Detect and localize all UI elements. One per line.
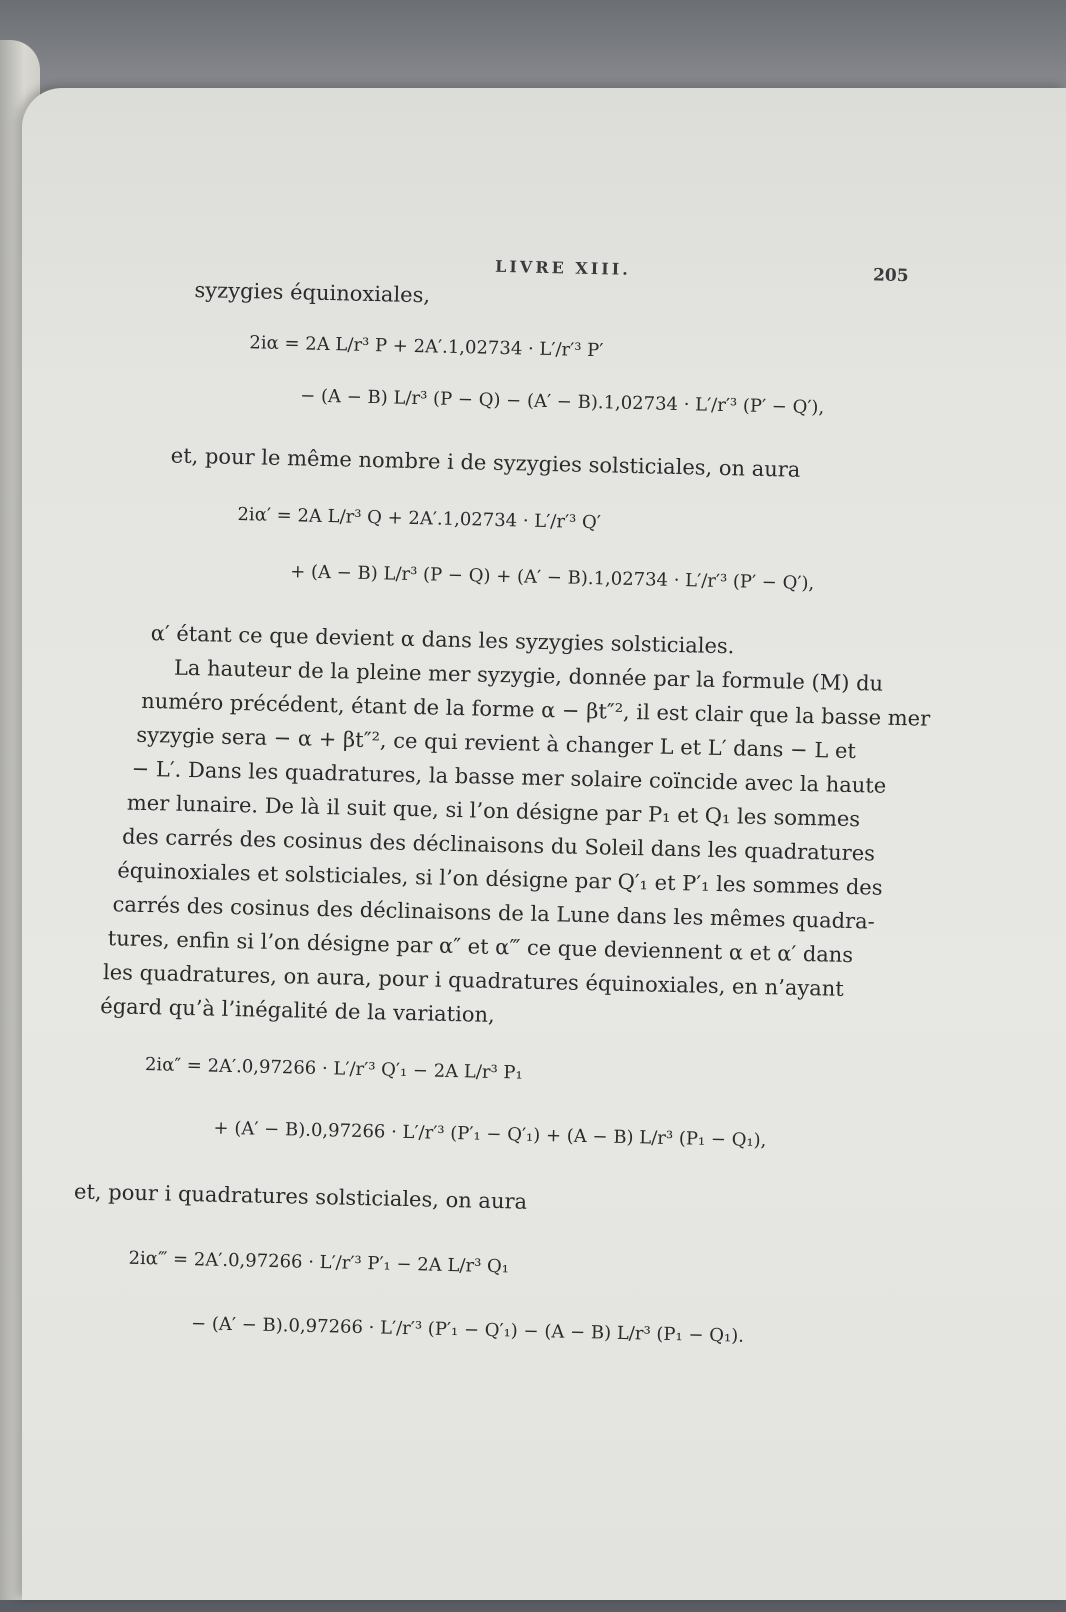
text-line: syzygies équinoxiales, xyxy=(194,277,431,308)
paragraph-line: égard qu’à l’inégalité de la variation, xyxy=(100,994,495,1027)
paragraph-line: numéro précédent, étant de la forme α − βt″², il est clair que la basse mer xyxy=(140,688,931,731)
equation-line: 2iα‴ = 2A′.0,97266 · L′/r′³ P′₁ − 2A L/r³ Q₁ xyxy=(128,1247,510,1278)
page-content xyxy=(5,76,1066,1611)
equation-line: 2iα = 2A L/r³ P + 2A′.1,02734 · L′/r′³ P′ xyxy=(249,332,604,362)
text-line: et, pour i quadratures solsticiales, on aura xyxy=(73,1179,528,1214)
paragraph-line: La hauteur de la pleine mer syzygie, donnée par la formule (M) du xyxy=(173,655,884,696)
page-number: 205 xyxy=(872,265,909,287)
running-head: LIVRE XIII. xyxy=(494,256,632,279)
paragraph-line: les quadratures, on aura, pour i quadratures équinoxiales, en n’ayant xyxy=(102,960,845,1001)
paragraph-line: des carrés des cosinus des déclinaisons du Soleil dans les quadratures xyxy=(121,824,876,866)
book-page xyxy=(22,88,1066,1600)
paragraph-line: syzygie sera − α + βt″², ce qui revient à changer L et L′ dans − L et xyxy=(136,722,857,764)
text-line: et, pour le même nombre i de syzygies solsticiales, on aura xyxy=(170,443,801,482)
paragraph-line: tures, enfin si l’on désigne par α″ et α‴ ce que deviennent α et α′ dans xyxy=(107,926,854,968)
text-line: α′ étant ce que devient α dans les syzygies solsticiales. xyxy=(150,621,735,659)
paragraph-line: − L′. Dans les quadratures, la basse mer solaire coïncide avec la haute xyxy=(131,756,887,798)
equation-line: 2iα′ = 2A L/r³ Q + 2A′.1,02734 · L′/r′³ Q′ xyxy=(237,504,602,534)
equation-line: − (A − B) L/r³ (P − Q) − (A′ − B).1,02734 · L′/r′³ (P′ − Q′), xyxy=(299,385,825,419)
paragraph-line: mer lunaire. De là il suit que, si l’on désigne par P₁ et Q₁ les sommes xyxy=(126,790,861,832)
paragraph-line: carrés des cosinus des déclinaisons de la Lune dans les mêmes quadra- xyxy=(112,892,876,934)
paragraph-line: équinoxiales et solsticiales, si l’on désigne par Q′₁ et P′₁ les sommes des xyxy=(117,858,883,900)
equation-line: 2iα″ = 2A′.0,97266 · L′/r′³ Q′₁ − 2A L/r³ P₁ xyxy=(144,1054,523,1084)
equation-line: + (A′ − B).0,97266 · L′/r′³ (P′₁ − Q′₁) + (A − B) L/r³ (P₁ − Q₁), xyxy=(213,1117,767,1152)
equation-line: − (A′ − B).0,97266 · L′/r′³ (P′₁ − Q′₁) − (A − B) L/r³ (P₁ − Q₁). xyxy=(190,1313,745,1347)
equation-line: + (A − B) L/r³ (P − Q) + (A′ − B).1,02734 · L′/r′³ (P′ − Q′), xyxy=(289,561,815,595)
